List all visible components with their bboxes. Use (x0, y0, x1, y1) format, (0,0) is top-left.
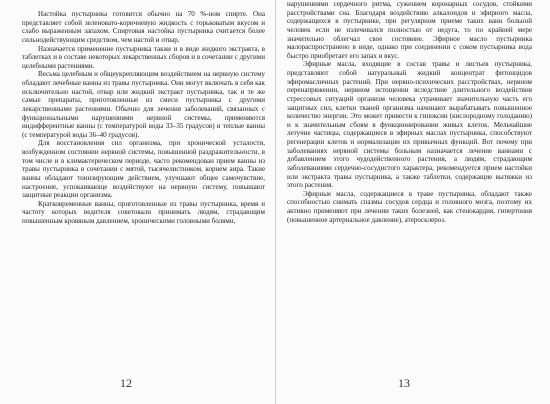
paragraph: Для восстановления сил организма, при хронической усталости, возбужденном состоянии нервной системы, повышенной раздражительности, в том числе и в климактерическом периоде, часто рекомендован прием ванны из травы пустырника в сочетании с мятой, тысячелистником, корнем аира. Такие ванны обладают тонизирующим действием, улучшают общее самочувствие, настроение, успокаивающе воздействуют на нервную систему, повышают защитные реакции организма. (22, 139, 265, 200)
paragraph: Весьма целебным и общеукрепляющим воздействием на нервную систему обладают лечебные ванны из травы пустырника. Они могут включать в себя как исключительно настой, отвар или жидкий экстракт пустырника, так и те же самые препараты, приготовленные из смеси пустырника с другими лекарственными растениями. Обычно для лечения заболеваний, связанных с функциональными нарушениями нервной системы, применяются индифферентные ванны (с температурой воды 33–35 градусов) и теплые ванны (с температурой воды 36–40 градусов). (22, 70, 265, 139)
paragraph: Кратковременные ванны, приготовленные из травы пустырника, время и частоту которых ведителя советовали принимать людям, страдающим повышенным кровяным давлением, хроническими головными болями, (22, 199, 265, 225)
left-page-text (22, 10, 265, 226)
page-number-left: 12 (120, 376, 132, 390)
right-page (275, 0, 550, 404)
paragraph: Эфирные масла, входящие в состав травы и листьев пустырника, представляют собой натуральный жидкий концентрат фитонцидов эфиромасличных растений. При нервно-психических расстройствах, нервном перенапряжении, нервном истощении вследствие длительного воздействия стрессовых ситуаций организм человека утрачивает значительную часть его защитных сил, клетки тканей организма начинают вырабатывать повышенное количество энергии. Это может привести к гипоксии (кислородному голоданию) и к значительным сбоям в функционировании живых клеток. Мельчайшие летучие частицы, содержащиеся в эфирных маслах пустырника, способствуют регенерации клеток и нормализации их привычных функций. Вот почему при заболеваниях нервной системы больным назначается лечение ваннами с добавлением этого чудодейственного растения, а людям, страдающим заболеваниями сердечно-сосудистого характера, рекомендуется прием настойки или экстракта травы пустырника, а также таблетки, содержащие вытяжки из этого растения. (287, 60, 532, 190)
paragraph: Эфирные масла, содержащиеся в траве пустырника, обладают также способностью снимать спазмы сосудов сердца и головного мозга, поэтому их активно применяют при лечении таких болезней, как стенокардия, гипертония (повышенное артериальное давление), атеросклероз. (287, 189, 532, 224)
page-number-right: 13 (398, 376, 410, 390)
paragraph: нарушениями сердечного ритма, сужением коронарных сосудов, стойкими расстройствами сна. Благодаря воздействию алкалоидов и эфирного масла, содержащихся в пустырнике, при регулярном приеме таких ванн больной человек если не излечивался полностью от недуга, то по крайней мере значительно облегчал свое состояние. Эфирное масло пустырника малораспространено в виде, однако при соединении с соком пустырника вода быстро приобретает его запах и вкус. (287, 0, 532, 60)
paragraph: Назначается применение пустырника также и в виде жидкого экстракта, в таблетках и в составе некоторых лекарственных сборов и в сочетании с другими целебными растениями. (22, 44, 265, 70)
paragraph: Настойка пустырника готовится обычно на 70 %-ном спирте. Она представляет собой зеленовато-коричневую жидкость с горьковатым вкусом и слабо выраженным запахом. Спиртовая настойка пустырника считается более сильнодействующим средством, чем настой и отвар. (22, 10, 265, 44)
right-page-text (287, 0, 532, 224)
